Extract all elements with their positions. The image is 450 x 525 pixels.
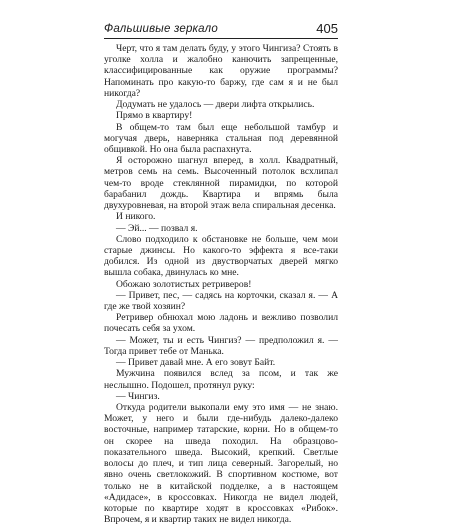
paragraph: Ретривер обнюхал мою ладонь и вежливо позволил почесать себя за ухом.: [104, 312, 338, 335]
paragraph: Обожаю золотистых ретриверов!: [116, 278, 252, 290]
dialog-line: — Чингиз.: [116, 390, 160, 402]
paragraph: Слово подходило к обстановке не больше, чем мои старые джинсы. Но какого-то эффекта я все-таки добился. Из одной из двустворчатых дверей мягко вышла собака, двинулась ко мне.: [104, 233, 338, 279]
dialog-line: — Привет, пес, — садясь на корточки, сказал я. — А где же твой хозяин?: [104, 289, 338, 313]
paragraph: Додумать не удалось — двери лифта открылись.: [116, 99, 315, 111]
paragraph: В общем-то там был еще небольшой тамбур и могучая дверь, наверняка стальная под деревянной общивкой. Но она была распахнута.: [104, 121, 338, 155]
paragraph: И никого.: [116, 211, 156, 223]
paragraph: Мужчина появился вслед за псом, и так же неслышно. Подошел, протянул руку:: [104, 368, 338, 391]
running-head: [104, 16, 338, 39]
running-head-title: Фальшивые зеркало: [104, 23, 218, 35]
paragraph: Прямо в квартиру!: [116, 110, 193, 122]
dialog-line: — Эй... — позвал я.: [116, 222, 198, 234]
page-body: [104, 43, 338, 525]
paragraph: Черт, что я там делать буду, у этого Чингиза? Стоять в уголке холла и жалобно канючить запрещенные, классифицированные как оружие программы? Напоминать про какую-то баржу, где сам я и не был никогда?: [104, 43, 338, 99]
page-number: 405: [316, 21, 338, 36]
paragraph: Откуда родители выкопали ему это имя — не знаю. Может, у него и были где-нибудь далеко-далеко восточные, например татарские, корни. Но в общем-то он скорее на шведа походил. На образцово-показательного шведа. Высокий, крепкий. Светлые волосы до плеч, и тип лица северный. Загорелый, но явно очень светлокожий. В спортивном костюме, вот только не в китайской подделке, а в настоящем «Адидасе», в кроссовках. Никогда не видел людей, которые по квартире ходят в кроссовках «Рибок». Впрочем, я и квартир таких не видел никогда.: [104, 402, 338, 525]
dialog-line: — Привет давай мне. А его зовут Байт.: [116, 357, 276, 369]
dialog-line: — Может, ты и есть Чингиз? — предположил я. — Тогда привет тебе от Манька.: [104, 334, 338, 357]
paragraph: Я осторожно шагнул вперед, в холл. Квадратный, метров семь на семь. Высоченный потолок всхлипал чем-то вроде стеклянной пирамидки, по которой барабанил дождь. Квартира и впрямь была двухуровневая, на второй этаж вела спиральная десенка.: [104, 155, 338, 212]
